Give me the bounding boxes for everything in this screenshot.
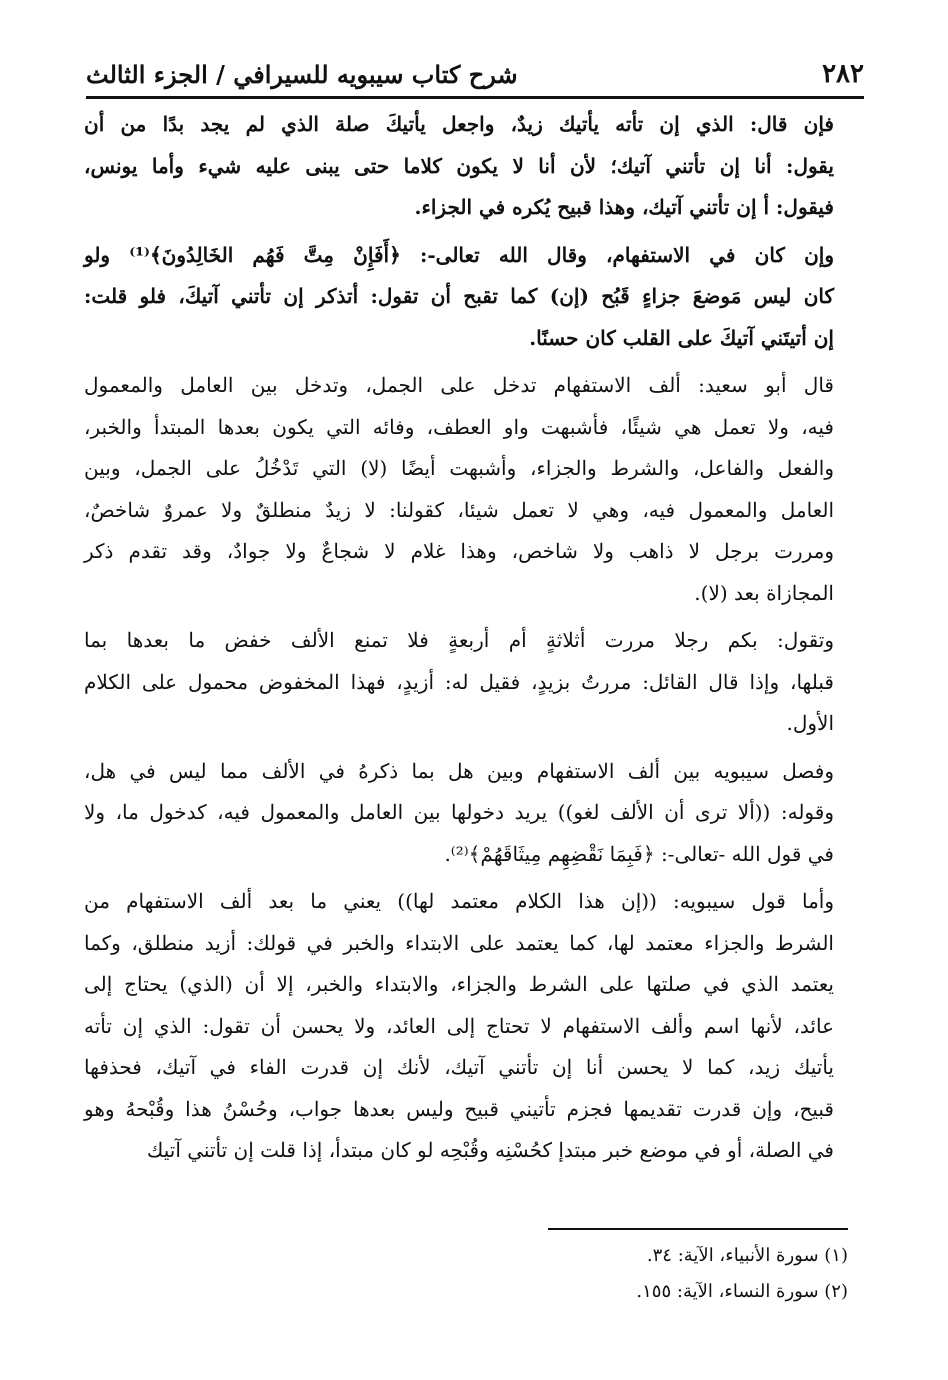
text-line: وإن كان في الاستفهام، وقال الله تعالى-: ﴿أَفَإِنْ مِتَّ فَهُم الخَالِدُونَ﴾⁽¹⁾ ولو [84,242,834,267]
text-line: فيه، ولا تعمل هي شيئًا، فأشبهت واو العطف، وفائه التي يكون بعدها المبتدأ والخبر، [84,414,834,439]
footnote-2: (٢) سورة النساء، الآية: ١٥٥. [636,1281,848,1302]
paragraph [84,620,866,745]
footnotes [84,1238,848,1310]
text-line: يعتمد الذي في صلتها على الشرط والجزاء، والابتداء والخبر، إلا أن (الذي) يحتاج إلى [84,972,834,996]
text-line: في قول الله -تعالى-: ﴿فَبِمَا نَقْضِهِم مِيثَاقَهُمْ﴾⁽²⁾. [444,841,834,866]
page-number: ٢٨٢ [822,59,864,89]
text-line: عائد، لأنها اسم وألف الاستفهام لا تحتاج إلى العائد، ولا يحسن أن تقول: الذي إن تأته [84,1013,834,1038]
text-line: قال أبو سعيد: ألف الاستفهام تدخل على الجمل، وتدخل بين العامل والمعمول [84,373,834,397]
text-line: في الصلة، أو في موضع خبر مبتدإ كحُسْنِه وقُبْحِه لو كان مبتدأ، إذا قلت إن تأتني آتيك [146,1138,834,1162]
header-divider [86,96,864,99]
paragraph [84,751,866,876]
text-line: كان ليس مَوضعَ جزاءٍ قَبُح (إن) كما تقبح أن تقول: أتذكر إن تأتني آتيكَ، فلو قلت: [84,284,834,308]
text-line: قبيح، وإن قدرت تقديمها فجزم تأتيني قبيح وليس بعدها جواب، وحُسْنُ هذا وقُبْحهُ وهو [84,1096,834,1121]
running-header [86,52,864,96]
text-line: والفعل والفاعل، والشرط والجزاء، وأشبهت أيضًا (لا) التي تَدْخُلُ على الجمل، وبين [84,456,834,480]
text-line: الأول. [786,711,834,735]
footnote-1: (١) سورة الأنبياء، الآية: ٣٤. [646,1245,848,1266]
paragraph [84,365,866,614]
text-line: يقول: أنا إن تأتني آتيك؛ لأن أنا لا يكون كلاما حتى يبنى عليه شيء وأما يونس، [84,153,834,178]
footnote-divider [548,1228,848,1230]
text-line: إن أتيتَني آتيكَ على القلب كان حسنًا. [529,325,834,350]
paragraph [84,235,866,360]
book-title: شرح كتاب سيبويه للسيرافي / الجزء الثالث [86,59,518,89]
text-line: قبلها، وإذا قال القائل: مررتُ بزيدٍ، فقيل له: أزيدٍ، فهذا المخفوض محمول على الكلام [84,669,834,694]
text-line: وقوله: ((ألا ترى أن الألف لغو)) يريد دخولها بين العامل والمعمول فيه، كدخول ما، ولا [84,800,834,824]
text-line: فيقول: أ إن تأتني آتيك، وهذا قبيح يُكره في الجزاء. [414,195,834,219]
text-line: وتقول: بكم رجلا مررت أثلاثةٍ أم أربعةٍ فلا تمنع الألف خفض ما بعدها بما [84,628,834,652]
text-line: المجازاة بعد (لا). [694,580,834,605]
text-line: وأما قول سيبويه: ((إن هذا الكلام معتمد لها)) يعني ما بعد ألف الاستفهام من [84,889,834,913]
paragraph [84,881,866,1172]
paragraph [84,104,866,229]
text-line: الشرط والجزاء معتمد لها، كما يعتمد على الابتداء والخبر في قولك: أزيد منطلق، وكما [84,930,834,955]
text-line: ومررت برجل لا ذاهب ولا شاخص، وهذا غلام لا شجاعٌ ولا جوادٌ، وقد تقدم ذكر [84,539,834,563]
text-line: يأتيك زيد، كما لا يحسن أنا إن تأتني آتيك، لأنك إن قدرت الفاء في آتيك، فحذفها [84,1055,834,1079]
text-line: فإن قال: الذي إن تأته يأتيك زيدٌ، واجعل يأتيكَ صلة الذي لم يجد بدًا من أن [84,112,834,136]
text-line: وفصل سيبويه بين ألف الاستفهام وبين هل بما ذكرهُ في الألف مما ليس في هل، [84,758,834,783]
text-line: العامل والمعمول فيه، وهي لا تعمل شيئا، كقولنا: لا زيدٌ منطلقٌ ولا عمروٌ شاخصٌ، [84,497,835,522]
main-text [84,104,866,1178]
